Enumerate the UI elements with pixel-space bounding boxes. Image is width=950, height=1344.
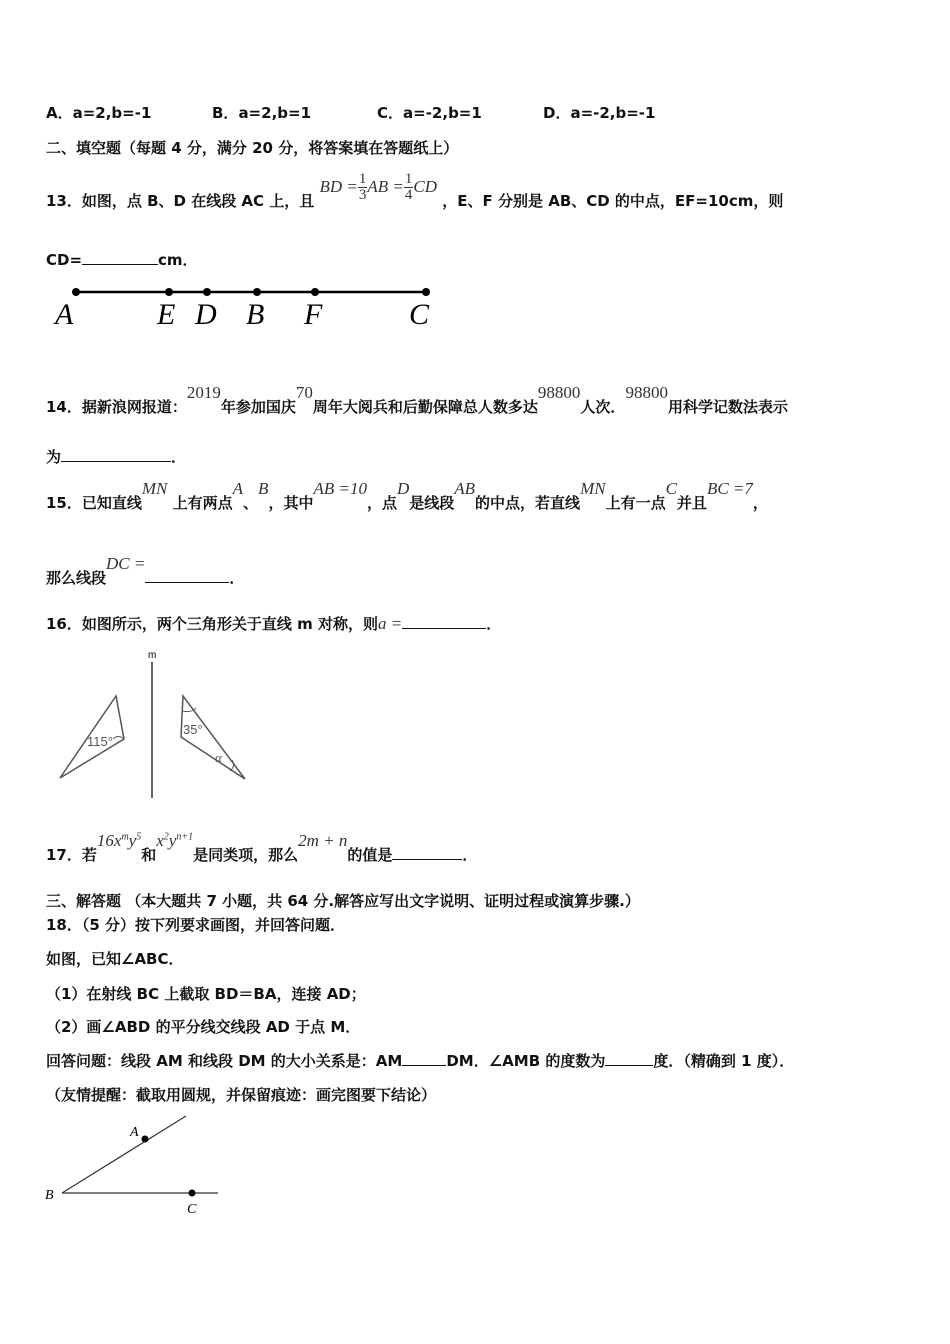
question-18-answer: 回答问题：线段 AM 和线段 DM 的大小关系是：AM DM．∠AMB 的度数为 度．（精确到 1 度）． [46, 1052, 795, 1070]
question-15: 15．已知直线MN 上有两点A、B，其中AB =10，点D是线段AB的中点，若直线MN上有一点C并且BC =7， [46, 479, 768, 512]
option-b: B．a=2,b=1 [212, 104, 312, 122]
angle-115-label: 115° [87, 734, 113, 749]
point-c [189, 1190, 196, 1197]
question-14: 14．据新浪网报道：2019年参加国庆70周年大阅兵和后勤保障总人数多达98800人次．98800用科学记数法表示 [46, 383, 788, 416]
ray-ba [62, 1116, 186, 1193]
question-18-step-1: （1）在射线 BC 上截取 BD＝BA，连接 AD； [46, 985, 366, 1003]
question-18-given: 如图，已知∠ABC． [46, 950, 184, 968]
section-3-title: 三、解答题 （本大题共 7 小题，共 64 分.解答应写出文字说明、证明过程或演算步骤.） [46, 892, 640, 910]
label-c: C [409, 298, 430, 331]
question-13-answer-line: CD= cm． [46, 251, 198, 269]
question-18-step-2: （2）画∠ABD 的平分线交线段 AD 于点 M． [46, 1018, 361, 1036]
angle-alpha-label: α [215, 750, 222, 765]
question-14-answer-line: 为 ． [46, 448, 187, 466]
label-a: A [130, 1125, 139, 1140]
option-a: A．a=2,b=-1 [46, 104, 152, 122]
label-a: A [55, 298, 74, 331]
label-b: B [246, 298, 265, 331]
question-13: 13．如图，点 B、D 在线段 AC 上，且 BD = $\frac{1}{3}$ AB = $\frac{1}{4}$ CD ，E、F 分别是 AB、CD 的中点，EF=10cm，则 [46, 171, 784, 210]
question-18-title: 18．（5 分）按下列要求画图，并回答问题． [46, 916, 346, 934]
angle-35-label: 35° [183, 722, 203, 737]
question-17: 17．若$16x^my^5$和$x^2y^{n+1}$是同类项，那么2m + n的值是 ． [46, 831, 478, 864]
label-d: D [195, 298, 217, 331]
label-f: F [304, 298, 323, 331]
section-2-title: 二、填空题（每题 4 分，满分 20 分，将答案填在答题纸上） [46, 139, 459, 157]
question-18-hint: （友情提醒：截取用圆规，并保留痕迹：画完图要下结论） [46, 1086, 437, 1104]
question-15-answer-line: 那么线段DC =． [46, 554, 245, 587]
label-b: B [45, 1188, 54, 1203]
option-c: C．a=-2,b=1 [377, 104, 482, 122]
line-m-label: m [148, 650, 157, 661]
question-16: 16．如图所示，两个三角形关于直线 m 对称，则a = ． [46, 614, 502, 633]
option-d: D．a=-2,b=-1 [543, 104, 656, 122]
point-a [142, 1136, 149, 1143]
label-e: E [157, 298, 176, 331]
label-c: C [187, 1202, 197, 1217]
